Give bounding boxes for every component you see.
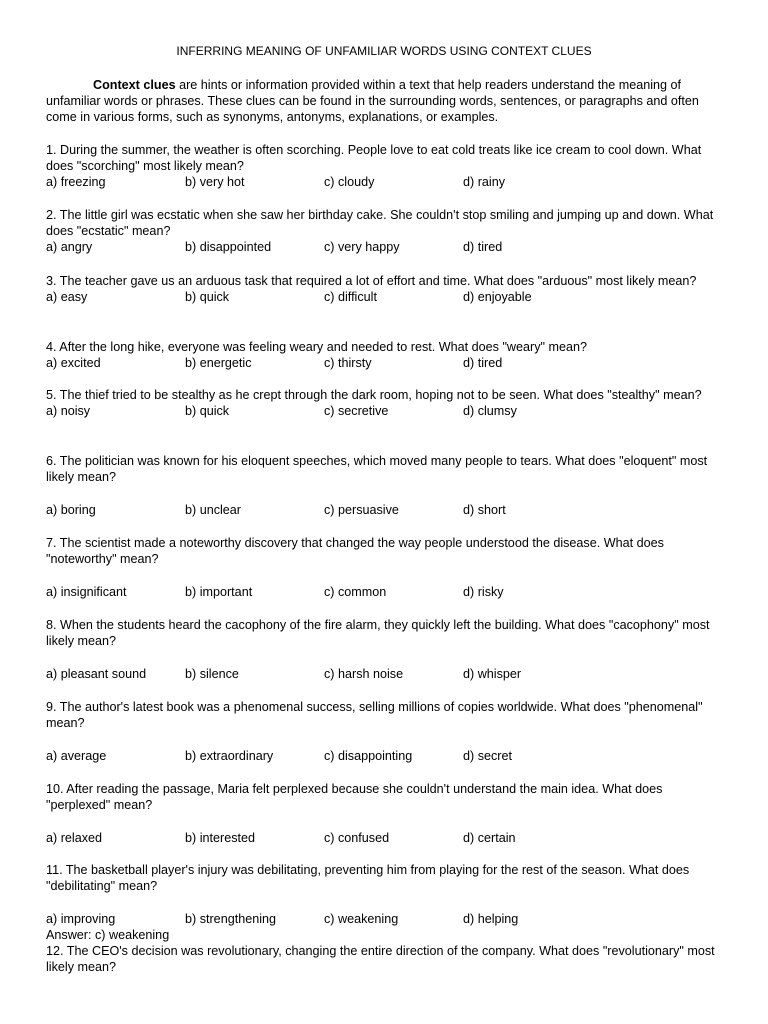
option-b: b) interested (185, 830, 256, 845)
options-row (46, 289, 730, 305)
option-a: a) improving (46, 911, 116, 926)
question-2 (46, 207, 730, 256)
intro-text: are hints or information provided within a text that help readers understand the meaning of unfamiliar words or phrases. These clues can be found in the surrounding words, sentences, or paragraphs and often come in various forms, such as synonyms, antonyms, explanations, or examples. (46, 78, 699, 125)
answer-line: Answer: c) weakening (46, 927, 170, 942)
question-stem: 4. After the long hike, everyone was feeling weary and needed to rest. What does "weary" mean? (46, 340, 587, 354)
option-c: c) very happy (324, 240, 400, 255)
question-stem: 8. When the students heard the cacophony of the fire alarm, they quickly left the building. What does "cacophony" most likely mean? (46, 618, 710, 649)
option-b: b) quick (185, 290, 230, 305)
option-c: c) common (324, 584, 387, 599)
option-b: b) very hot (185, 175, 245, 190)
option-a: a) insignificant (46, 584, 127, 599)
question-stem: 11. The basketball player's injury was debilitating, preventing him from playing for the rest of the season. What does "debilitating" mean? (46, 863, 690, 894)
options-row (46, 584, 730, 600)
option-b: b) quick (185, 404, 230, 419)
option-a: a) excited (46, 356, 101, 371)
question-stem: 7. The scientist made a noteworthy discovery that changed the way people understood the disease. What does "noteworthy" mean? (46, 536, 664, 567)
option-b: b) important (185, 584, 253, 599)
option-c: c) difficult (324, 290, 377, 305)
option-b: b) silence (185, 666, 239, 681)
option-d: d) helping (463, 911, 519, 926)
question-stem: 3. The teacher gave us an arduous task that required a lot of effort and time. What does "arduous" most likely mean? (46, 274, 697, 288)
option-b: b) extraordinary (185, 748, 274, 763)
option-c: c) secretive (324, 404, 389, 419)
question-9 (46, 699, 730, 764)
option-d: d) certain (463, 830, 516, 845)
question-1 (46, 142, 730, 191)
question-stem: 10. After reading the passage, Maria felt perplexed because she couldn't understand the main idea. What does "perplexed" mean? (46, 782, 663, 813)
option-b: b) unclear (185, 502, 242, 517)
question-7 (46, 535, 730, 600)
options-row (46, 666, 730, 682)
question-4 (46, 339, 730, 371)
question-5 (46, 387, 730, 419)
option-b: b) energetic (185, 356, 252, 371)
options-row (46, 174, 730, 190)
options-row (46, 830, 730, 846)
options-row (46, 355, 730, 371)
option-c: c) cloudy (324, 175, 375, 190)
option-d: d) tired (463, 356, 503, 371)
question-8 (46, 617, 730, 682)
intro-paragraph (46, 77, 726, 126)
question-stem: 1. During the summer, the weather is often scorching. People love to eat cold treats like ice cream to cool down. What does "scorching" most likely mean? (46, 143, 702, 174)
option-d: d) tired (463, 240, 503, 255)
option-c: c) thirsty (324, 356, 372, 371)
options-row (46, 239, 730, 255)
question-6 (46, 453, 730, 518)
option-c: c) weakening (324, 911, 399, 926)
option-c: c) disappointing (324, 748, 413, 763)
question-12-stem: 12. The CEO's decision was revolutionary, changing the entire direction of the company. What does "revolutionary" most likely mean? (46, 944, 715, 975)
option-a: a) relaxed (46, 830, 103, 845)
option-a: a) angry (46, 240, 93, 255)
option-a: a) noisy (46, 404, 91, 419)
option-d: d) rainy (463, 175, 505, 190)
intro-bold-term: Context clues (93, 78, 176, 92)
option-d: d) short (463, 502, 506, 517)
question-10 (46, 781, 730, 846)
option-a: a) freezing (46, 175, 106, 190)
option-d: d) risky (463, 584, 504, 599)
option-c: c) persuasive (324, 502, 399, 517)
options-row (46, 748, 730, 764)
question-stem: 5. The thief tried to be stealthy as he crept through the dark room, hoping not to be seen. What does "stealthy" mean? (46, 388, 702, 402)
question-11 (46, 862, 730, 975)
option-d: d) clumsy (463, 404, 517, 419)
options-row (46, 911, 730, 927)
question-stem: 2. The little girl was ecstatic when she saw her birthday cake. She couldn't stop smiling and jumping up and down. What does "ecstatic" mean? (46, 208, 714, 239)
option-d: d) whisper (463, 666, 522, 681)
option-b: b) disappointed (185, 240, 272, 255)
option-b: b) strengthening (185, 911, 277, 926)
options-row (46, 403, 730, 419)
option-a: a) boring (46, 502, 96, 517)
question-stem: 9. The author's latest book was a phenomenal success, selling millions of copies worldwide. What does "phenomenal" mean? (46, 700, 703, 731)
option-d: d) enjoyable (463, 290, 532, 305)
option-c: c) confused (324, 830, 390, 845)
option-a: a) easy (46, 290, 88, 305)
question-3 (46, 273, 730, 305)
options-row (46, 502, 730, 518)
option-a: a) average (46, 748, 107, 763)
page-title: INFERRING MEANING OF UNFAMILIAR WORDS USING CONTEXT CLUES (176, 44, 592, 58)
question-stem: 6. The politician was known for his eloquent speeches, which moved many people to tears. What does "eloquent" most likely mean? (46, 454, 708, 485)
option-a: a) pleasant sound (46, 666, 147, 681)
option-d: d) secret (463, 748, 512, 763)
option-c: c) harsh noise (324, 666, 404, 681)
